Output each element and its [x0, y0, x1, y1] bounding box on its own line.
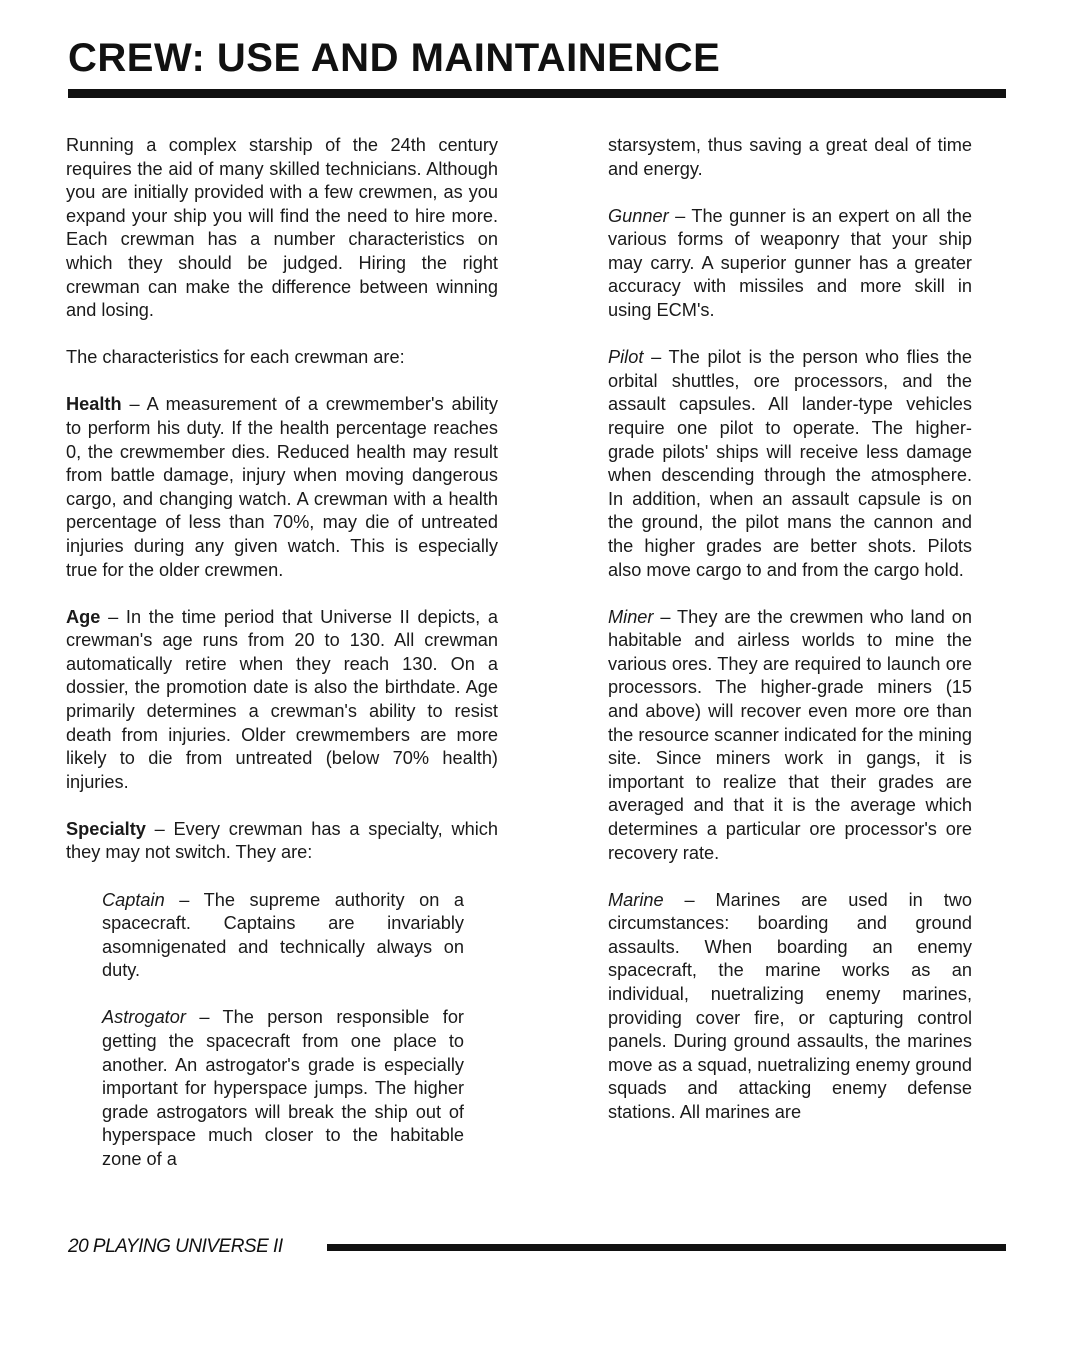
gunner-paragraph [608, 205, 972, 323]
age-text: – In the time period that Universe II depicts, a crewman's age runs from 20 to 130. All crewman automatically retire when they reach 130. On a dossier, the promotion date is also the birthdate. Age primarily determines a crewman's ability to resist death from injuries. Older crewmembers are more likely to die from untreated (below 70% health) injuries. [66, 606, 498, 792]
right-column [608, 134, 972, 1148]
pilot-role: Pilot [608, 347, 644, 368]
specialty-text: – Every crewman has a specialty, which they may not switch. They are: [66, 818, 498, 863]
captain-text: – The supreme authority on a spacecraft. Captains are invariably asomnigenated and technically always on duty. [102, 889, 464, 981]
captain-role: Captain [102, 889, 165, 910]
captain-paragraph [102, 889, 464, 983]
footer-page-label: 20 PLAYING UNIVERSE II [68, 1236, 283, 1257]
health-text: – A measurement of a crewmember's ability to perform his duty. If the health percentage reaches 0, the crewmember dies. Reduced health may result from battle damage, injury when moving dangerous cargo, and changing watch. A crewman with a health percentage of less than 70%, may die of untreated injuries during any given watch. This is especially true for the older crewmen. [66, 394, 498, 580]
astrogator-role: Astrogator [102, 1007, 186, 1028]
astrogator-continued: starsystem, thus saving a great deal of time and energy. [608, 135, 972, 179]
astrogator-paragraph [102, 1006, 464, 1171]
gunner-role: Gunner [608, 205, 669, 226]
title-rule [68, 89, 1006, 98]
health-paragraph [66, 393, 498, 582]
marine-text: – Marines are used in two circumstances: boarding and ground assaults. When boarding an enemy spacecraft, the marine works as an individual, nuetralizing enemy marines, providing cover fire, or capturing control panels. During ground assaults, the marines move as a squad, nuetralizing enemy ground squads and attacking enemy defense stations. All marines are [608, 889, 972, 1122]
age-term: Age [66, 606, 101, 627]
miner-paragraph [608, 606, 972, 866]
page-footer [68, 1236, 1006, 1260]
age-paragraph [66, 606, 498, 795]
marine-paragraph [608, 889, 972, 1125]
miner-role: Miner [608, 606, 654, 627]
pilot-text: – The pilot is the person who flies the orbital shuttles, ore processors, and the assault capsules. All lander-type vehicles require one pilot to operate. The higher-grade pilots' ships will receive less damage when descending through the atmosphere. In addition, when an assault capsule is on the ground, the pilot mans the cannon and the higher grades are better shots. Pilots also move cargo to and from the cargo hold. [608, 347, 972, 580]
specialty-paragraph [66, 818, 498, 865]
pilot-paragraph [608, 346, 972, 582]
footer-rule [327, 1244, 1006, 1251]
specialty-term: Specialty [66, 818, 146, 839]
left-column [66, 134, 498, 1195]
characteristics-intro: The characteristics for each crewman are: [66, 347, 405, 368]
intro-paragraph: Running a complex starship of the 24th century requires the aid of many skilled technicians. Although you are initially provided with a few crewmen, as you expand your ship you will find the need to hire more. Each crewman has a number characteristics on which they should be judged. Hiring the right crewman can make the difference between winning and losing. [66, 135, 498, 321]
miner-text: – They are the crewmen who land on habitable and airless worlds to mine the various ores. They are required to launch ore processors. The higher-grade miners (15 and above) will recover even more ore than the resource scanner indicated for the mining site. Since miners work in gangs, it is important to realize that their grades are averaged and that it is the average which determines a particular ore processor's ore recovery rate. [608, 606, 972, 863]
marine-role: Marine [608, 889, 664, 910]
gunner-text: – The gunner is an expert on all the various forms of weaponry that your ship may carry. A superior gunner has a greater accuracy with missiles and more skill in using ECM's. [608, 205, 972, 321]
astrogator-text: – The person responsible for getting the spacecraft from one place to another. An astrogator's grade is especially important for hyperspace jumps. The higher grade astrogators will break the ship out of hyperspace much closer to the habitable zone of a [102, 1007, 464, 1169]
page-title: CREW: USE AND MAINTAINENCE [68, 36, 721, 80]
health-term: Health [66, 394, 122, 415]
